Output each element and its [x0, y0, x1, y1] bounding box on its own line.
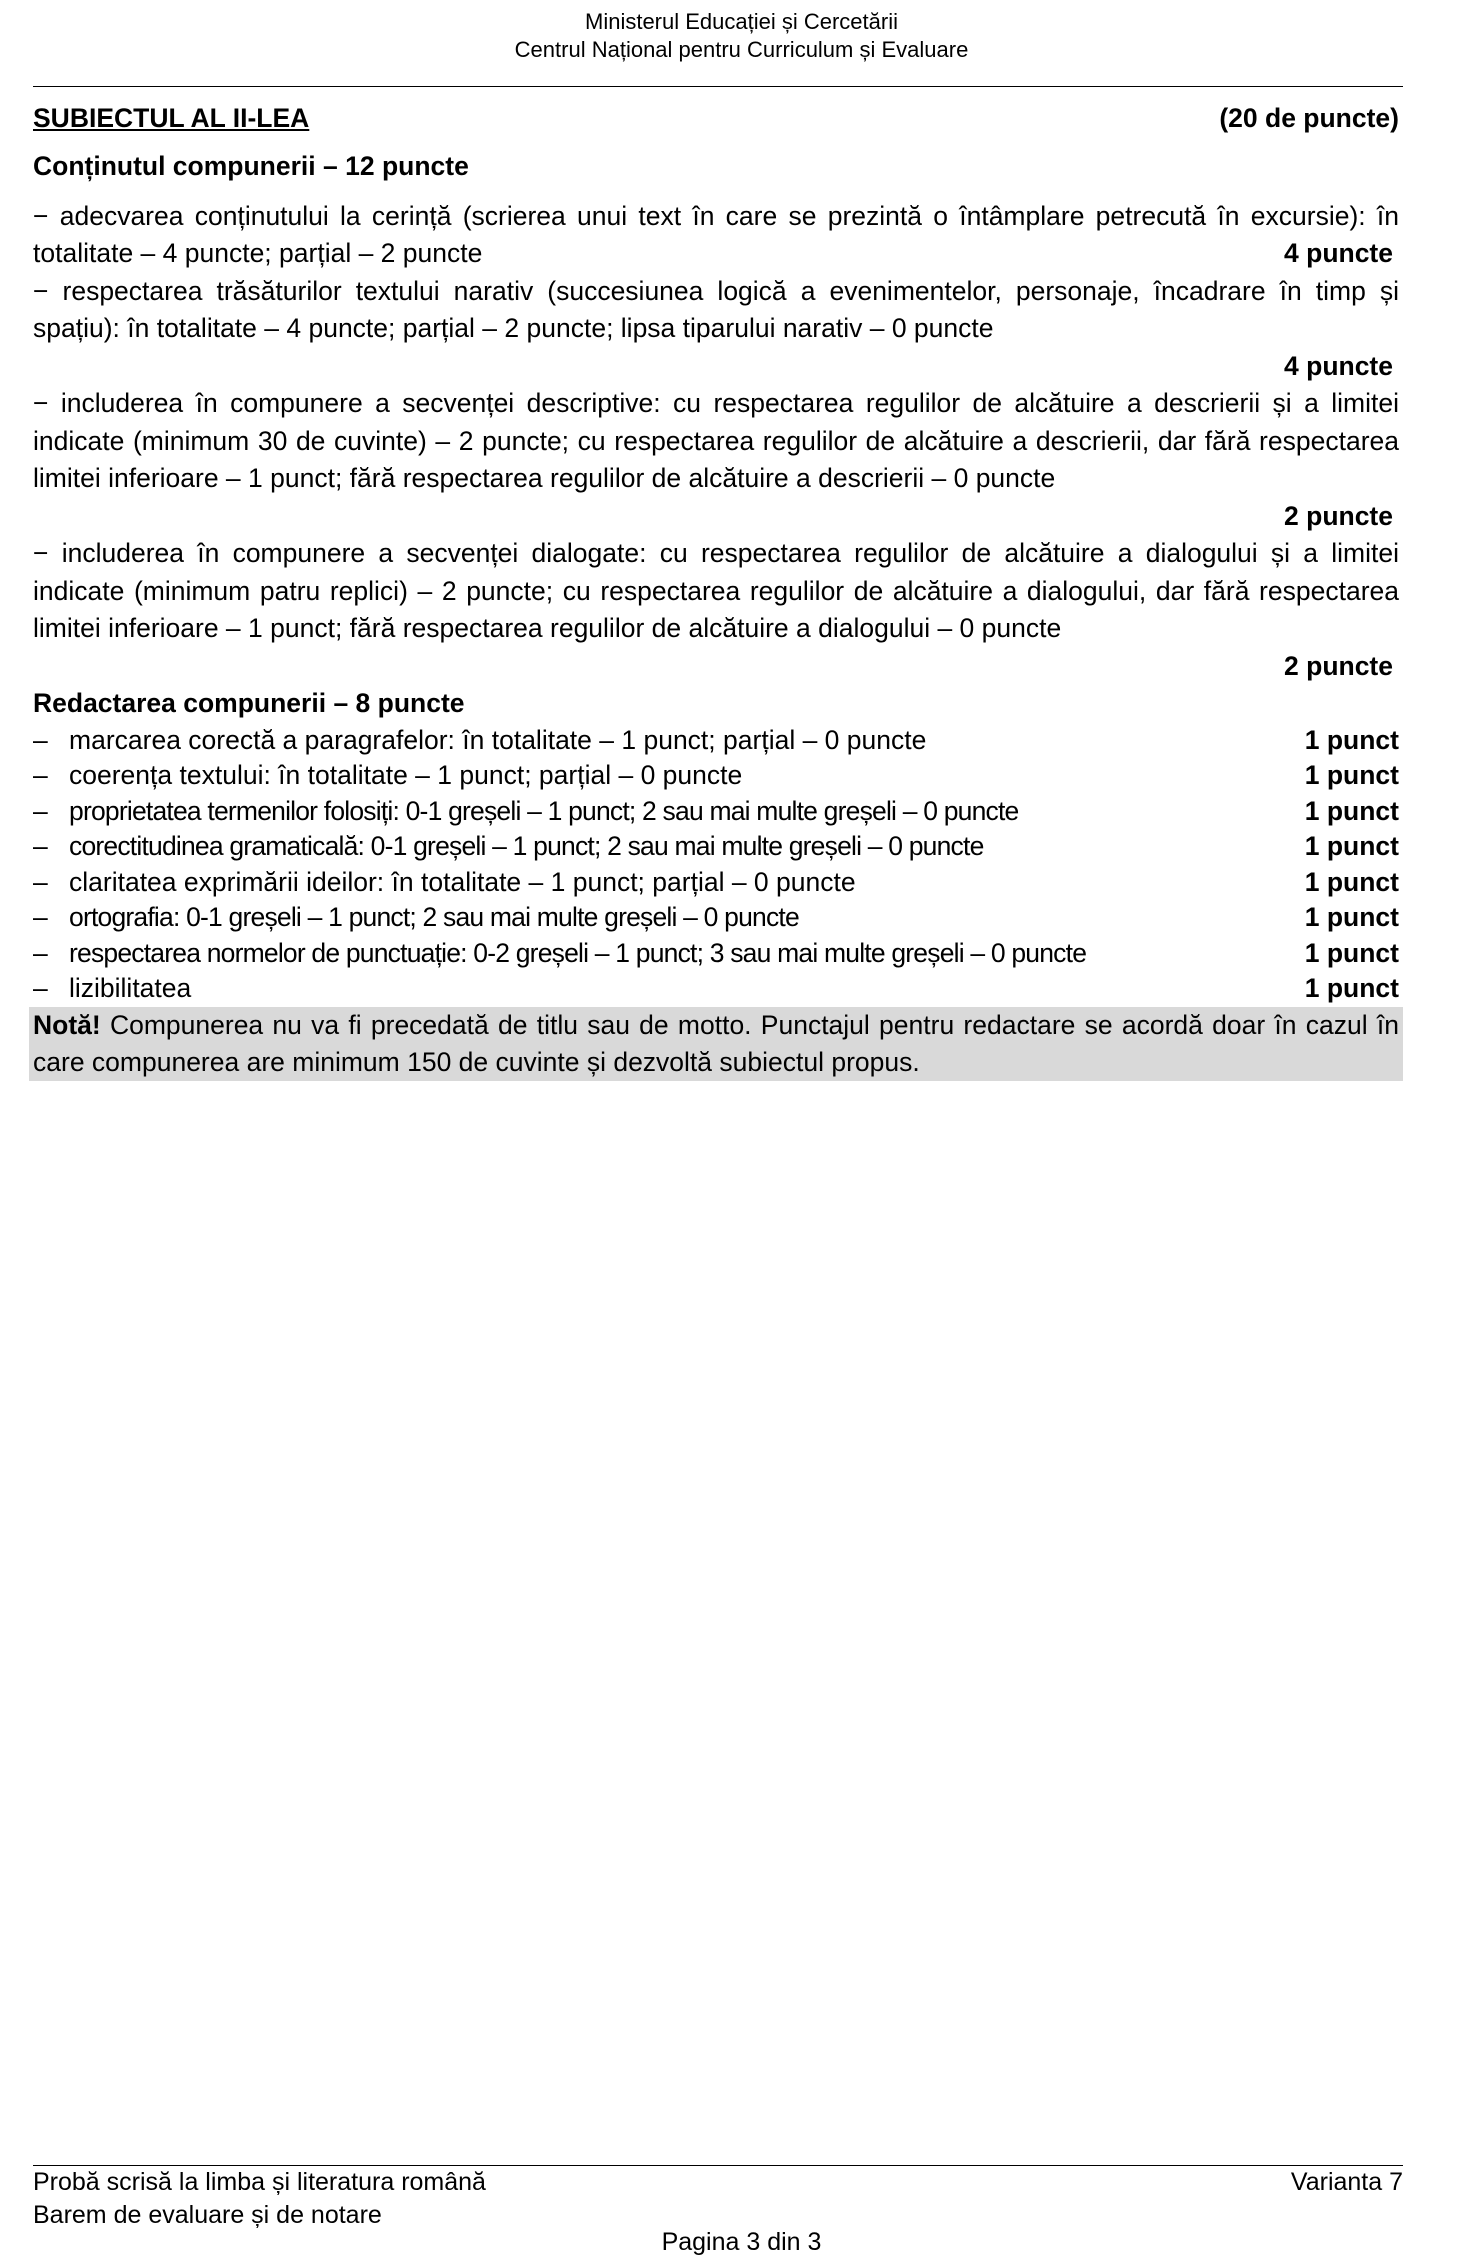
subject-title: SUBIECTUL AL II-LEA: [33, 103, 310, 133]
list-item: [33, 971, 1399, 1007]
list-item: [33, 936, 1399, 972]
list-dash: –: [33, 724, 48, 755]
list-item: [33, 723, 1399, 759]
footer-doc-type: Barem de evaluare și de notare: [33, 2201, 382, 2229]
criterion-text: − includerea în compunere a secvenței dialogate: cu respectarea regulilor de alcătuire a dialogului și a limitei indicate (minimum patru replici) – 2 puncte; cu respectarea regulilor de alcătuire a dialogului, dar fără respectarea limitei inferioare – 1 punct; fără respectarea regulilor de alcătuire a dialogului – 0 puncte: [33, 538, 1399, 643]
criterion-text: − adecvarea conținutului la cerință (scrierea unui text în care se prezintă o întâmplare petrecută în excursie): în totalitate – 4 puncte; parțial – 2 puncte: [33, 200, 1399, 268]
item-points: 1 punct: [1304, 937, 1399, 968]
item-points: 1 punct: [1304, 973, 1399, 1003]
item-points: 1 punct: [1304, 795, 1399, 826]
list-item: [33, 900, 1399, 936]
footer-page-number: Pagina 3 din 3: [661, 2228, 822, 2256]
list-item: [33, 865, 1399, 901]
header-ministry: Ministerul Educației și Cercetării: [585, 9, 898, 34]
criterion-points: 2 puncte: [1284, 500, 1393, 531]
criterion-points: 2 puncte: [1284, 650, 1393, 681]
list-item: [33, 829, 1399, 865]
list-dash: –: [33, 795, 48, 826]
item-text: claritatea exprimării ideilor: în totalitate – 1 punct; parțial – 0 puncte: [69, 866, 856, 897]
list-dash: –: [33, 760, 48, 790]
list-item: [33, 794, 1399, 830]
footer-variant: Varianta 7: [1290, 2168, 1403, 2196]
list-dash: –: [33, 973, 48, 1003]
list-dash: –: [33, 866, 48, 897]
list-dash: –: [33, 937, 48, 968]
subject-points: (20 de puncte): [1219, 103, 1399, 133]
criterion-points: 4 puncte: [1284, 350, 1393, 381]
header-center: Centrul Național pentru Curriculum și Evaluare: [514, 37, 969, 62]
criterion-3: [33, 385, 1399, 498]
item-text: coerența textului: în totalitate – 1 punct; parțial – 0 puncte: [69, 760, 743, 790]
document-body: [33, 100, 1399, 1081]
list-dash: –: [33, 902, 48, 932]
criterion-points: 4 puncte: [1284, 238, 1393, 268]
item-text: respectarea normelor de punctuație: 0-2 greșeli – 1 punct; 3 sau mai multe greșeli – 0 puncte: [69, 937, 1087, 968]
item-text: ortografia: 0-1 greșeli – 1 punct; 2 sau mai multe greșeli – 0 puncte: [69, 902, 799, 932]
criterion-4: [33, 535, 1399, 648]
item-points: 1 punct: [1304, 866, 1399, 897]
item-points: 1 punct: [1304, 902, 1399, 932]
writing-section-title: Redactarea compunerii – 8 puncte: [33, 688, 465, 718]
item-points: 1 punct: [1304, 831, 1399, 861]
note-box: [29, 1007, 1403, 1081]
header-divider: [33, 86, 1403, 87]
item-text: lizibilitatea: [69, 973, 192, 1003]
content-section-title: Conținutul compunerii – 12 puncte: [33, 151, 469, 181]
item-text: marcarea corectă a paragrafelor: în totalitate – 1 punct; parțial – 0 puncte: [69, 724, 927, 755]
item-text: corectitudinea gramaticală: 0-1 greșeli – 1 punct; 2 sau mai multe greșeli – 0 puncte: [69, 831, 984, 861]
item-points: 1 punct: [1304, 724, 1399, 755]
list-item: [33, 758, 1399, 794]
criterion-text: − includerea în compunere a secvenței descriptive: cu respectarea regulilor de alcătuire a descrierii și a limitei indicate (minimum 30 de cuvinte) – 2 puncte; cu respectarea regulilor de alcătuire a descrierii, dar fără respectarea limitei inferioare – 1 punct; fără respectarea regulilor de alcătuire a descrierii – 0 puncte: [33, 388, 1399, 493]
criterion-1: [33, 198, 1399, 273]
footer-exam-name: Probă scrisă la limba și literatura română: [33, 2168, 486, 2196]
note-text: Compunerea nu va fi precedată de titlu sau de motto. Punctajul pentru redactare se acordă doar în cazul în care compunerea are minimum 150 de cuvinte și dezvoltă subiectul propus.: [33, 1009, 1399, 1077]
note-label: Notă!: [33, 1009, 101, 1040]
criterion-text: − respectarea trăsăturilor textului narativ (succesiunea logică a evenimentelor, personaje, încadrare în timp și spațiu): în totalitate – 4 puncte; parțial – 2 puncte; lipsa tiparului narativ – 0 puncte: [33, 275, 1399, 343]
criterion-2: [33, 273, 1399, 348]
item-points: 1 punct: [1304, 760, 1399, 790]
list-dash: –: [33, 831, 48, 861]
item-text: proprietatea termenilor folosiți: 0-1 greșeli – 1 punct; 2 sau mai multe greșeli – 0 puncte: [69, 795, 1019, 826]
subject-heading: [33, 100, 1399, 138]
